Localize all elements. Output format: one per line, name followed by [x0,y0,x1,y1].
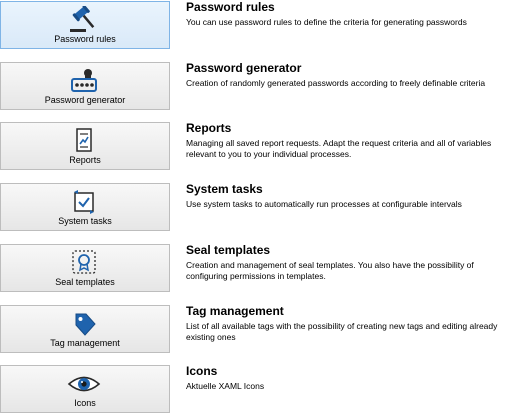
reports-title: Reports [186,121,232,135]
password-rules-info [186,0,514,28]
password-rules-button-label: Password rules [54,34,116,44]
seal-templates-description: Creation and management of seal templates. You also have the possibility of configuring permissions in templates. [186,260,474,281]
password-rules-description: You can use password rules to define the criteria for generating passwords [186,17,467,27]
password-generator-button-label: Password generator [44,95,126,105]
icons-button[interactable] [0,365,170,413]
system-tasks-description: Use system tasks to automatically run processes at configurable intervals [186,199,462,209]
seal-templates-button-label: Seal templates [55,277,115,287]
system-tasks-button-label: System tasks [58,216,112,226]
module-row-seal-templates [0,243,517,293]
module-row-password-generator [0,61,517,111]
tag-management-title: Tag management [186,304,284,318]
password-generator-icon [66,67,102,95]
tag-management-button[interactable] [0,305,170,353]
reports-button-label: Reports [69,155,101,165]
module-row-reports [0,121,517,171]
reports-description: Managing all saved report requests. Adapt the request criteria and all of variables relevant to you to your individual processes. [186,138,492,159]
password-rules-button[interactable] [0,1,170,49]
tag-management-description: List of all available tags with the possibility of creating new tags and editing already existing ones [186,321,498,342]
password-generator-title: Password generator [186,61,302,75]
password-generator-description: Creation of randomly generated passwords according to freely definable criteria [186,78,486,88]
tag-icon [66,310,102,338]
reports-button[interactable] [0,122,170,170]
module-row-password-rules [0,0,517,50]
seal-templates-button[interactable] [0,244,170,292]
reports-info [186,121,514,160]
report-icon [66,127,102,155]
eye-icon [66,370,102,398]
password-rules-title: Password rules [186,0,275,14]
system-tasks-title: System tasks [186,182,263,196]
password-generator-button[interactable] [0,62,170,110]
gavel-icon [66,6,102,34]
system-tasks-info [186,182,514,210]
icons-title: Icons [186,364,218,378]
module-row-icons [0,364,517,414]
system-tasks-icon [66,188,102,216]
seal-templates-title: Seal templates [186,243,271,257]
seal-templates-info [186,243,514,282]
seal-icon [66,249,102,277]
tag-management-info [186,304,514,343]
password-generator-info [186,61,514,89]
tag-management-button-label: Tag management [50,338,120,348]
icons-description: Aktuelle XAML Icons [186,381,265,391]
system-tasks-button[interactable] [0,183,170,231]
icons-info [186,364,514,392]
module-row-system-tasks [0,182,517,232]
icons-button-label: Icons [74,398,96,408]
module-row-tag-management [0,304,517,354]
